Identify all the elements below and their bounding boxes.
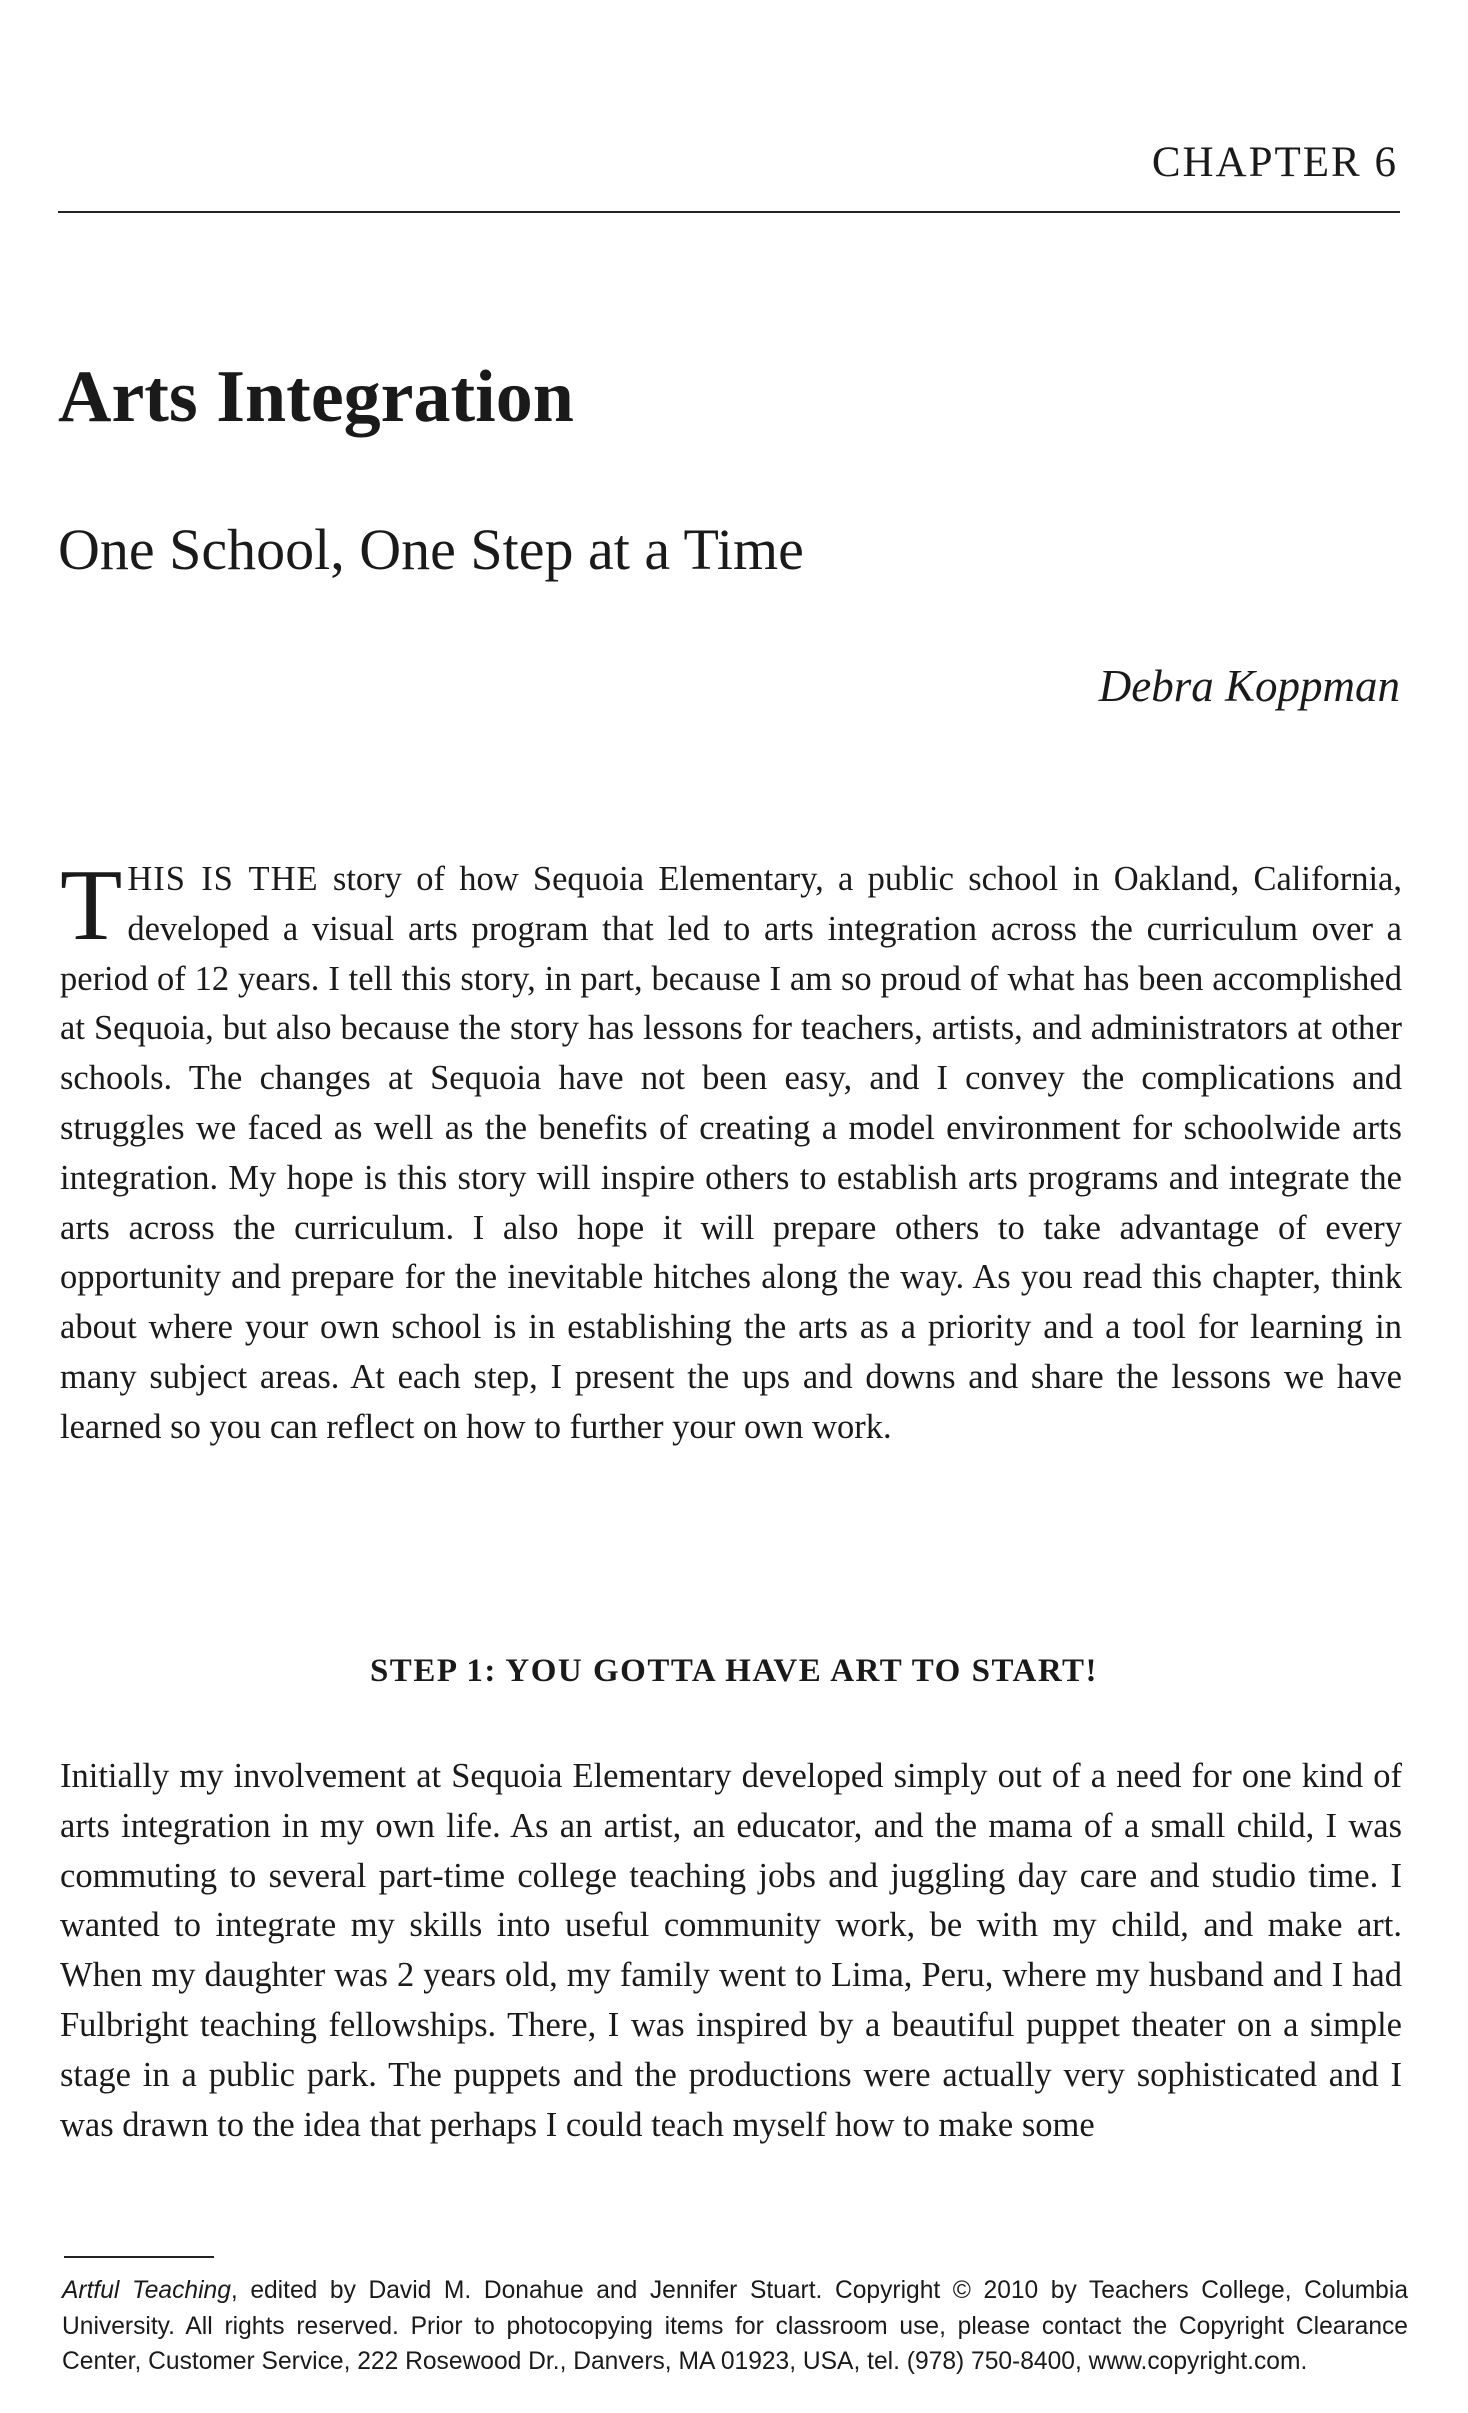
intro-text: story of how Sequoia Elementary, a public school in Oakland, California, developed a visual arts program that led to arts integration across the curriculum over a period of 12 years. I tell this story, in part, because I am so proud of what has been accomplished at Sequoia, but also because the story has lessons for teachers, artists, and administrators at other schools. The changes at Sequoia have not been easy, and I convey the complications and struggles we faced as well as the benefits of creating a model environment for schoolwide arts integration. My hope is this story will inspire others to establish arts programs and integrate the arts across the curriculum. I also hope it will prepare others to take advantage of every opportunity and prepare for the inevitable hitches along the way. As you read this chapter, think about where your own school is in establishing the arts as a priority and a tool for learning in many subject areas. At each step, I present the ups and downs and share the lessons we have learned so you can reflect on how to further your own work. — [60, 860, 1402, 1446]
header-divider — [58, 211, 1400, 213]
chapter-title: Arts Integration — [58, 356, 574, 438]
footnote-divider — [64, 2256, 214, 2258]
author-name: Debra Koppman — [1098, 661, 1400, 711]
footnote-text: , edited by David M. Donahue and Jennifer Stuart. Copyright © 2010 by Teachers College, Columbia University. All rights reserved. Prior to photocopying items for classroom use, please contact the Copyright Clearance Center, Customer Service, 222 Rosewood Dr., Danvers, MA 01923, USA, tel. (978) 750-8400, www.copyright.com. — [62, 2277, 1408, 2375]
footnote-book-title: Artful Teaching — [62, 2277, 231, 2304]
intro-lead: HIS IS THE — [127, 860, 319, 898]
chapter-label: CHAPTER 6 — [1151, 139, 1398, 186]
section-paragraph: Initially my involvement at Sequoia Elementary developed simply out of a need for one kind of arts integration in my own life. As an artist, an educator, and the mama of a small child, I was commuting to several part-time college teaching jobs and juggling day care and studio time. I wanted to integrate my skills into useful community work, be with my child, and make art. When my daughter was 2 years old, my family went to Lima, Peru, where my husband and I had Fulbright teaching fellowships. There, I was inspired by a beautiful puppet theater on a simple stage in a public park. The puppets and the productions were actually very sophisticated and I was drawn to the idea that perhaps I could teach myself how to make some — [60, 1757, 1402, 2144]
intro-paragraph — [60, 849, 1402, 1453]
copyright-footnote — [62, 2273, 1408, 2380]
chapter-subtitle: One School, One Step at a Time — [58, 517, 804, 582]
drop-cap: T — [60, 849, 123, 962]
section-heading: STEP 1: YOU GOTTA HAVE ART TO START! — [369, 1653, 1099, 1689]
